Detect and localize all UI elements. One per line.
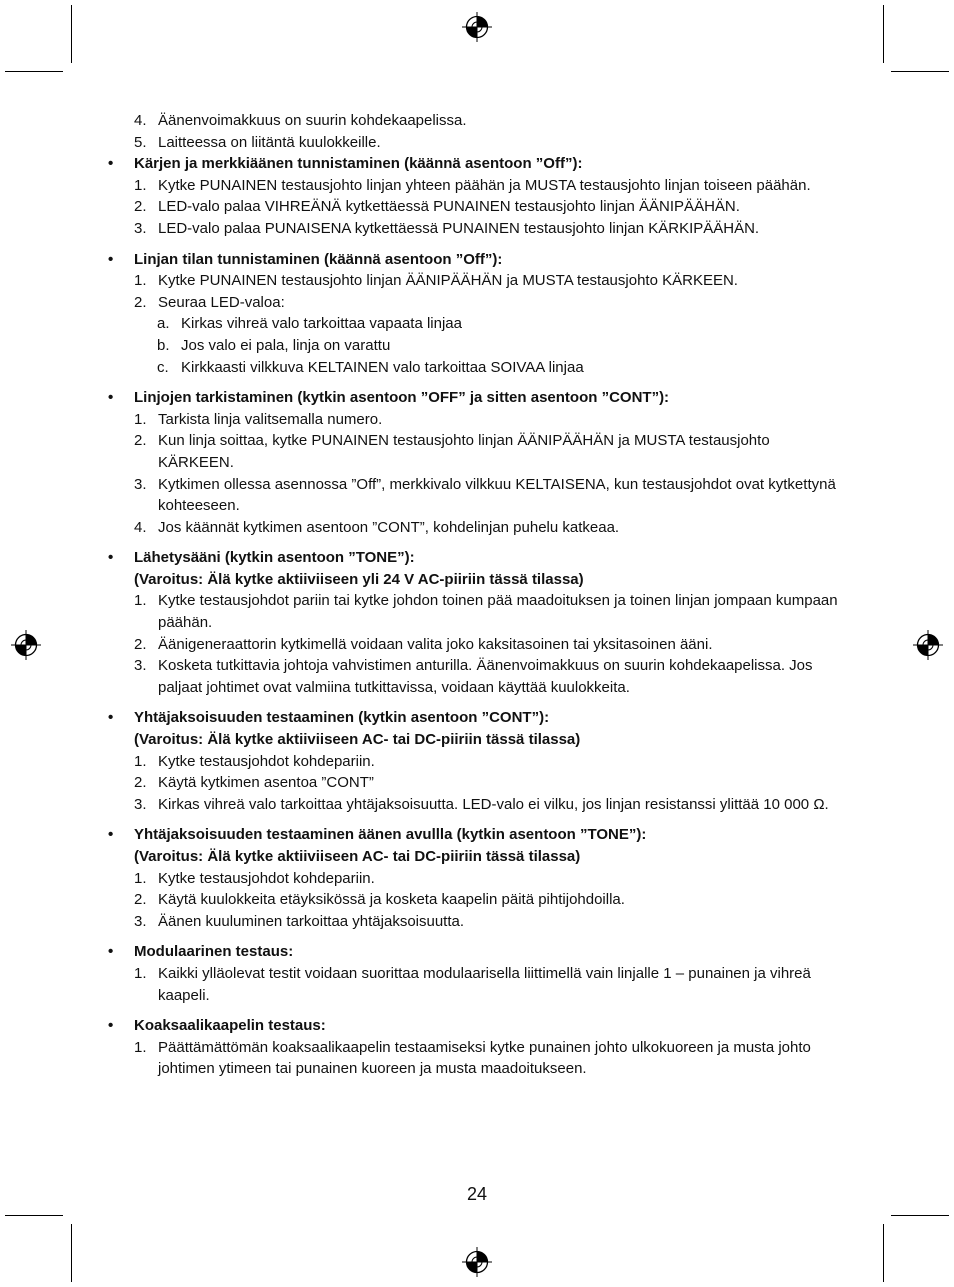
page-number: 24 <box>466 1184 488 1204</box>
sub-list-item <box>108 357 848 379</box>
crop-mark-top-right-v <box>883 5 884 63</box>
section-heading-row <box>108 707 848 729</box>
section-block <box>108 941 848 1006</box>
list-item <box>108 889 848 911</box>
bullet-icon: • <box>108 549 114 567</box>
section-heading: Lähetysääni (kytkin asentoon ”TONE”): <box>134 549 415 567</box>
list-item <box>108 196 848 218</box>
item-text: Seuraa LED-valoa: <box>158 293 285 311</box>
crosshair-registration-icon-left <box>11 630 41 660</box>
item-number: 1. <box>134 176 147 194</box>
item-number: 1. <box>134 272 147 290</box>
item-number: 1. <box>134 869 147 887</box>
list-item <box>108 772 848 794</box>
sub-item-text: Jos valo ei pala, linja on varattu <box>181 336 391 354</box>
section-block <box>108 1015 848 1080</box>
item-number: 1. <box>134 752 147 770</box>
item-text: Kytkimen ollessa asennossa ”Off”, merkkivalo vilkkuu KELTAISENA, kun testausjohdot ovat kytkettynä kohteeseen. <box>158 475 836 515</box>
sections-container <box>108 153 848 1080</box>
bullet-icon: • <box>108 1017 114 1035</box>
section-warning: (Varoitus: Älä kytke aktiiviiseen AC- tai DC-piiriin tässä tilassa) <box>134 848 581 865</box>
item-number: 2. <box>134 774 147 792</box>
list-item <box>108 110 848 132</box>
sub-item-letter: b. <box>157 336 170 354</box>
item-number: 2. <box>134 432 147 450</box>
section-warning: (Varoitus: Älä kytke aktiiviiseen AC- tai DC-piiriin tässä tilassa) <box>134 731 581 749</box>
document-body <box>108 110 848 1080</box>
section-heading-row <box>108 547 848 569</box>
list-item <box>108 517 848 539</box>
item-text: Jos käännät kytkimen asentoon ”CONT”, kohdelinjan puhelu katkeaa. <box>158 518 620 536</box>
item-number: 1. <box>134 410 147 428</box>
item-text: Kosketa tutkittavia johtoja vahvistimen anturilla. Äänenvoimakkuus on suurin kohdekaapelissa. Jos paljaat johtimet ovat valmiina tutkittavissa, voidaan käyttää kuulokkeita. <box>158 657 813 696</box>
list-item <box>108 1037 848 1080</box>
sub-list-item <box>108 313 848 335</box>
list-item <box>108 794 848 816</box>
list-item <box>108 292 848 314</box>
item-number: 4. <box>134 112 147 129</box>
list-item <box>108 751 848 773</box>
list-item <box>108 132 848 154</box>
list-item <box>108 218 848 240</box>
item-number: 3. <box>134 795 147 813</box>
item-text: LED-valo palaa PUNAISENA kytkettäessä PUNAINEN testausjohto linjan KÄRKIPÄÄHÄN. <box>158 219 760 237</box>
bullet-icon: • <box>108 943 114 961</box>
list-item <box>108 175 848 197</box>
crosshair-registration-icon-bottom <box>462 1247 492 1277</box>
list-item <box>108 868 848 890</box>
item-text: Laitteessa on liitäntä kuulokkeille. <box>158 133 381 151</box>
section-heading-row <box>108 153 848 175</box>
item-text: Kaikki ylläolevat testit voidaan suorittaa modulaarisella liittimellä vain linjalle 1 – punainen ja vihreä kaapeli. <box>158 964 811 1004</box>
list-item <box>108 430 848 473</box>
section-heading: Linjojen tarkistaminen (kytkin asentoon ”OFF” ja sitten asentoon ”CONT”): <box>134 389 670 407</box>
list-item <box>108 634 848 656</box>
sub-list-item <box>108 335 848 357</box>
item-number: 1. <box>134 592 147 610</box>
section-warning: (Varoitus: Älä kytke aktiiviiseen yli 24 V AC-piiriin tässä tilassa) <box>134 570 584 588</box>
sub-item-text: Kirkkaasti vilkkuva KELTAINEN valo tarkoittaa SOIVAA linjaa <box>181 358 584 376</box>
item-text: Kytke testausjohdot kohdepariin. <box>158 869 375 887</box>
intro-list <box>108 110 848 153</box>
item-text: Kytke testausjohdot kohdepariin. <box>158 752 375 770</box>
item-number: 5. <box>134 133 147 151</box>
bullet-icon: • <box>108 826 114 844</box>
item-number: 2. <box>134 635 147 653</box>
item-text: LED-valo palaa VIHREÄNÄ kytkettäessä PUNAINEN testausjohto linjan ÄÄNIPÄÄHÄN. <box>158 198 740 216</box>
section-heading: Koaksaalikaapelin testaus: <box>134 1017 326 1035</box>
section-heading-row <box>108 941 848 963</box>
list-item <box>108 590 848 633</box>
section-block <box>108 153 848 239</box>
sub-item-letter: c. <box>157 358 169 376</box>
bullet-icon: • <box>108 155 114 173</box>
section-block <box>108 249 848 379</box>
item-text: Tarkista linja valitsemalla numero. <box>158 410 383 428</box>
item-number: 1. <box>134 1038 147 1056</box>
item-number: 3. <box>134 219 147 237</box>
item-text: Äänenvoimakkuus on suurin kohdekaapelissa. <box>158 112 467 129</box>
crosshair-registration-icon-top <box>462 12 492 42</box>
item-number: 2. <box>134 891 147 909</box>
item-text: Kytke testausjohdot pariin tai kytke johdon toinen pää maadoituksen ja toinen linjan jompaan kumpaan päähän. <box>158 592 838 632</box>
section-block <box>108 547 848 698</box>
section-heading: Kärjen ja merkkiäänen tunnistaminen (käännä asentoon ”Off”): <box>134 155 583 173</box>
list-item <box>108 270 848 292</box>
item-number: 2. <box>134 293 147 311</box>
crosshair-registration-icon-right <box>913 630 943 660</box>
item-text: Kytke PUNAINEN testausjohto linjan ÄÄNIPÄÄHÄN ja MUSTA testausjohto KÄRKEEN. <box>158 272 738 290</box>
crop-mark-bottom-right-h <box>891 1215 949 1216</box>
section-heading-row <box>108 387 848 409</box>
crop-mark-top-left-v <box>71 5 72 63</box>
list-item <box>108 409 848 431</box>
list-item <box>108 911 848 933</box>
list-item <box>108 474 848 517</box>
item-number: 3. <box>134 475 147 493</box>
item-number: 1. <box>134 964 147 982</box>
crop-mark-top-right-h <box>891 71 949 72</box>
bullet-icon: • <box>108 709 114 727</box>
item-text: Äänigeneraattorin kytkimellä voidaan valita joko kaksitasoinen tai yksitasoinen ääni. <box>158 635 713 653</box>
item-text: Päättämättömän koaksaalikaapelin testaamiseksi kytke punainen johto ulkokuoreen ja musta johto johtimen ytimeen tai punainen kuoreen ja musta maadoitukseen. <box>158 1038 811 1078</box>
section-heading: Yhtäjaksoisuuden testaaminen (kytkin asentoon ”CONT”): <box>134 709 550 727</box>
section-heading: Yhtäjaksoisuuden testaaminen äänen avullla (kytkin asentoon ”TONE”): <box>134 826 647 844</box>
section-heading-row <box>108 1015 848 1037</box>
crop-mark-bottom-left-v <box>71 1224 72 1282</box>
item-text: Käytä kuulokkeita etäyksikössä ja kosketa kaapelin päitä pihtijohdoilla. <box>158 891 625 909</box>
item-text: Äänen kuuluminen tarkoittaa yhtäjaksoisuutta. <box>158 912 465 930</box>
crop-mark-bottom-left-h <box>5 1215 63 1216</box>
crop-mark-top-left-h <box>5 71 63 72</box>
crop-mark-bottom-right-v <box>883 1224 884 1282</box>
list-item <box>108 963 848 1006</box>
item-number: 4. <box>134 518 147 536</box>
item-number: 3. <box>134 912 147 930</box>
item-text: Kun linja soittaa, kytke PUNAINEN testausjohto linjan ÄÄNIPÄÄHÄN ja MUSTA testausjohto KÄRKEEN. <box>158 432 770 471</box>
sub-item-text: Kirkas vihreä valo tarkoittaa vapaata linjaa <box>181 315 462 333</box>
section-heading-row <box>108 249 848 271</box>
item-text: Kirkas vihreä valo tarkoittaa yhtäjaksoisuutta. LED-valo ei vilku, jos linjan resistanssi ylittää 10 000 Ω. <box>158 795 829 813</box>
bullet-icon: • <box>108 389 114 407</box>
item-number: 3. <box>134 657 147 675</box>
section-heading: Linjan tilan tunnistaminen (käännä asentoon ”Off”): <box>134 250 503 268</box>
section-heading-row <box>108 824 848 846</box>
item-text: Käytä kytkimen asentoa ”CONT” <box>158 774 374 792</box>
bullet-icon: • <box>108 250 114 268</box>
section-heading: Modulaarinen testaus: <box>134 943 294 961</box>
section-block <box>108 387 848 538</box>
item-number: 2. <box>134 198 147 216</box>
list-item <box>108 655 848 698</box>
item-text: Kytke PUNAINEN testausjohto linjan yhteen päähän ja MUSTA testausjohto linjan toiseen päähän. <box>158 176 811 194</box>
section-block <box>108 824 848 932</box>
sub-item-letter: a. <box>157 315 170 333</box>
section-block <box>108 707 848 815</box>
